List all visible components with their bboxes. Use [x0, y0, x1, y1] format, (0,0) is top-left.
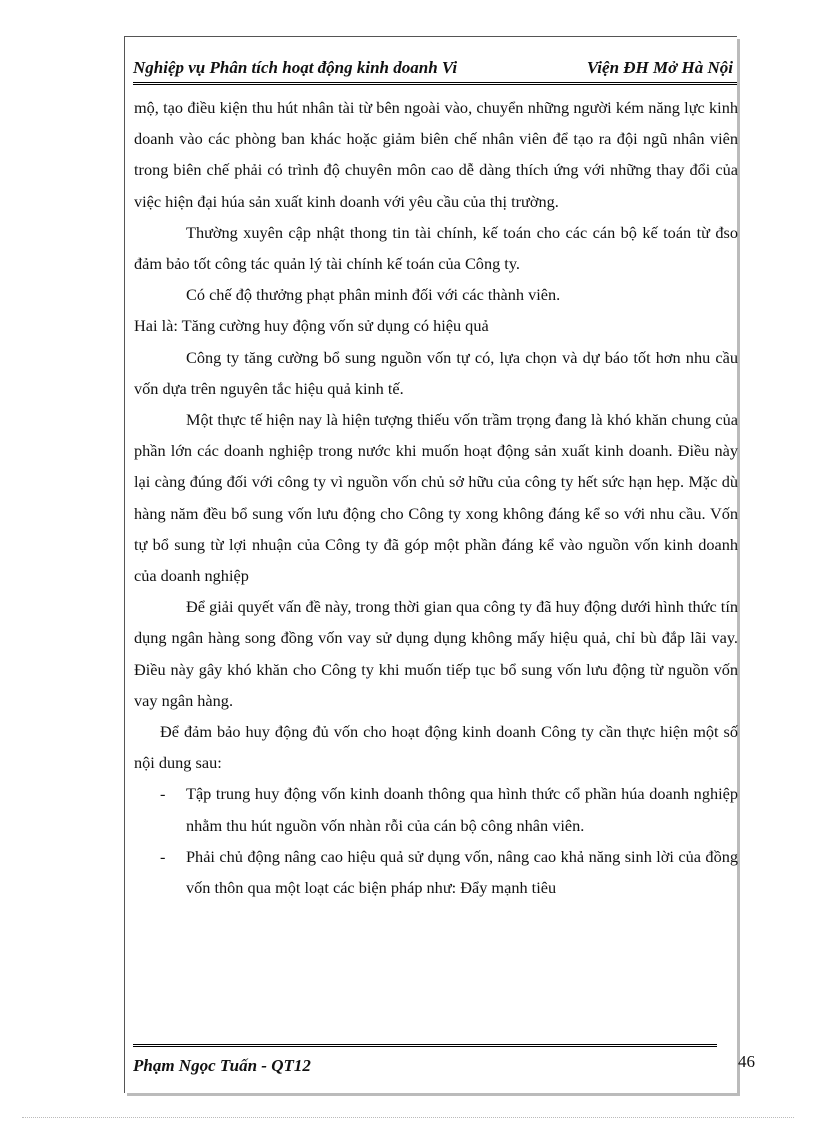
paragraph-capital-shortage: Một thực tế hiện nay là hiện tượng thiếu vốn trầm trọng đang là khó khăn chung của phần lớn các doanh nghiệp trong nước khi muốn hoạt động sản xuất kinh doanh. Điều này lại càng đúng đối với công ty vì nguồn vốn chủ sở hữu của công ty hết sức hạn hẹp. Mặc dù hàng năm đều bổ sung vốn lưu động cho Công ty xong không đáng kể so với nhu cầu. Vốn tự bổ sung từ lợi nhuận của Công ty đã góp một phần đáng kể vào nguồn vốn kinh doanh của doanh nghiệp [134, 410, 738, 586]
list-item-text: Tập trung huy động vốn kinh doanh thông qua hình thức cổ phần húa doanh nghiệp nhằm thu hút nguồn vốn nhàn rỗi của cán bộ công nhân viên. [186, 784, 738, 835]
footer-divider [133, 1044, 717, 1047]
footer-author: Phạm Ngọc Tuấn - QT12 [133, 1056, 311, 1075]
list-item [134, 778, 738, 840]
paragraph-update-info: Thường xuyên cập nhật thong tin tài chính, kế toán cho các cán bộ kế toán từ đso đảm bảo tốt công tác quản lý tài chính kế toán của Công ty. [134, 222, 738, 274]
paragraph-reward-policy: Có chế độ thưởng phạt phân minh đối với các thành viên. [186, 285, 561, 305]
paragraph-bank-credit: Để giải quyết vấn đề này, trong thời gian qua công ty đã huy động dưới hình thức tín dụng ngân hàng song đồng vốn vay sử dụng dụng không mấy hiệu quả, chỉ bù đắp lãi vay. Điều này gây khó khăn cho Công ty khi muốn tiếp tục bổ sung vốn lưu động từ nguồn vốn vay ngân hàng. [134, 597, 738, 710]
paragraph-own-capital: Công ty tăng cường bổ sung nguồn vốn tự có, lựa chọn và dự báo tốt hơn nhu cầu vốn dựa trên nguyên tắc hiệu quả kinh tế. [134, 347, 738, 398]
section-heading-two: Hai là: Tăng cường huy động vốn sử dụng có hiệu quả [134, 316, 489, 336]
page-body [134, 92, 738, 903]
running-header [133, 58, 733, 84]
header-title: Nghiệp vụ Phân tích hoạt động kinh doanh Vi [133, 58, 458, 77]
list-item [134, 841, 738, 903]
paragraph-continuation: mộ, tạo điều kiện thu hút nhân tài từ bên ngoài vào, chuyển những người kém năng lực kinh doanh vào các phòng ban khác hoặc giảm biên chế nhân viên để tạo ra đội ngũ nhân viên trong biên chế phải có trình độ chuyên môn cao dễ dàng thích ứng với những thay đổi của việc hiện đại húa sản xuất kinh doanh với yêu cầu của thị trường. [134, 98, 738, 211]
paragraph-measures-intro: Để đảm bảo huy động đủ vốn cho hoạt động kinh doanh Công ty cần thực hiện một số nội dung sau: [134, 722, 738, 773]
list-bullet: - [160, 846, 166, 866]
page-edge-dots [22, 1117, 794, 1118]
header-divider [133, 82, 737, 85]
list-item-text: Phải chủ động nâng cao hiệu quả sử dụng vốn, nâng cao khả năng sinh lời của đồng vốn thôn qua một loạt các biện pháp như: Đẩy mạnh tiêu [186, 846, 738, 898]
page-number: 46 [738, 1052, 755, 1071]
header-institution: Viện ĐH Mở Hà Nội [586, 58, 733, 77]
list-bullet: - [160, 784, 166, 804]
